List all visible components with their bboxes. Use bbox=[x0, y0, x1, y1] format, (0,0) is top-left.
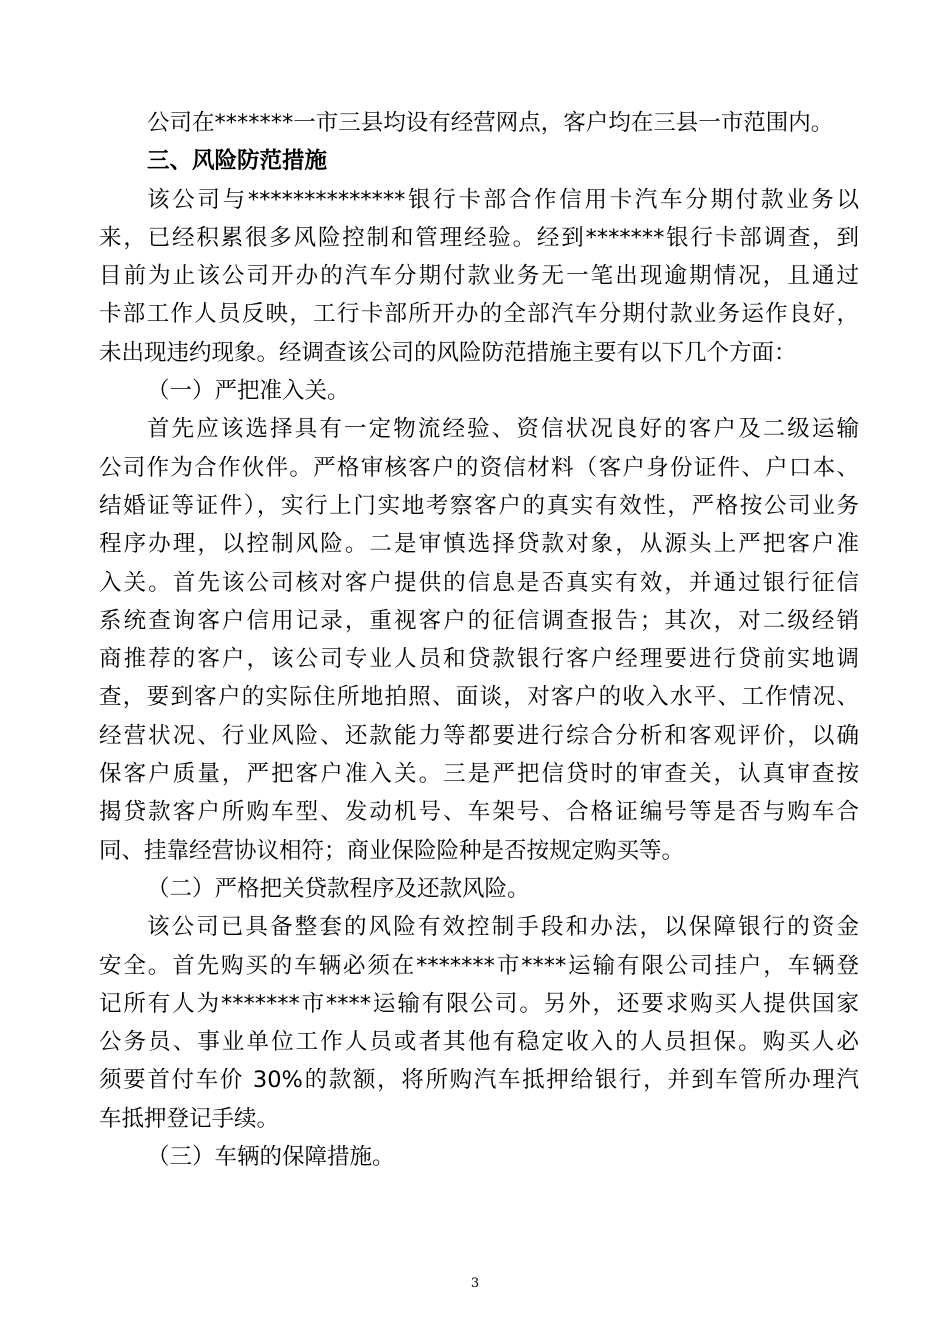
text-line: 记所有人为*******市****运输有限公司。另外，还要求购买人提供国家 bbox=[99, 990, 859, 1017]
text-line: 首先应该选择具有一定物流经验、资信状况良好的客户及二级运输 bbox=[147, 416, 859, 443]
text-line: 查，要到客户的实际住所地拍照、面谈，对客户的收入水平、工作情况、 bbox=[99, 684, 859, 711]
text-line: 须要首付车价 30%的款额，将所购汽车抵押给银行，并到车管所办理汽 bbox=[99, 1067, 859, 1094]
text-line: 公务员、事业单位工作人员或者其他有稳定收入的人员担保。购买人必 bbox=[99, 1029, 859, 1056]
text-line: 揭贷款客户所购车型、发动机号、车架号、合格证编号等是否与购车合 bbox=[99, 799, 859, 826]
text-line: 未出现违约现象。经调查该公司的风险防范措施主要有以下几个方面： bbox=[99, 339, 797, 366]
document-body bbox=[99, 104, 859, 1176]
text-line: 目前为止该公司开办的汽车分期付款业务无一笔出现逾期情况，且通过 bbox=[99, 263, 859, 290]
page-number: 3 bbox=[470, 1276, 480, 1291]
text-line: 公司作为合作伙伴。严格审核客户的资信材料（客户身份证件、户口本、 bbox=[99, 454, 859, 481]
text-line: 同、挂靠经营协议相符；商业保险险种是否按规定购买等。 bbox=[99, 837, 685, 864]
text-line: 车抵押登记手续。 bbox=[99, 1105, 280, 1132]
text-line: 来，已经积累很多风险控制和管理经验。经到*******银行卡部调查，到 bbox=[99, 224, 859, 251]
text-line: 系统查询客户信用记录，重视客户的征信调查报告；其次，对二级经销 bbox=[99, 607, 859, 634]
text-line: 公司在*******一市三县均设有经营网点，客户均在三县一市范围内。 bbox=[147, 110, 834, 136]
text-line: 经营状况、行业风险、还款能力等都要进行综合分析和客观评价，以确 bbox=[99, 722, 859, 749]
text-line: 该公司已具备整套的风险有效控制手段和办法，以保障银行的资金 bbox=[147, 914, 859, 941]
text-line: （二）严格把关贷款程序及还款风险。 bbox=[147, 875, 530, 902]
text-line: 商推荐的客户，该公司专业人员和贷款银行客户经理要进行贷前实地调 bbox=[99, 646, 859, 673]
text-line: 保客户质量，严把客户准入关。三是严把信贷时的审查关，认真审查按 bbox=[99, 761, 859, 788]
text-line: 结婚证等证件），实行上门实地考察客户的真实有效性，严格按公司业务 bbox=[99, 492, 859, 519]
text-line: 程序办理，以控制风险。二是审慎选择贷款对象，从源头上严把客户准 bbox=[99, 531, 859, 558]
text-line: （一）严把准入关。 bbox=[147, 378, 350, 405]
section-heading: 三、风险防范措施 bbox=[147, 148, 328, 175]
text-line: 卡部工作人员反映，工行卡部所开办的全部汽车分期付款业务运作良好， bbox=[99, 301, 859, 328]
text-line: （三）车辆的保障措施。 bbox=[147, 1144, 395, 1171]
text-line: 安全。首先购买的车辆必须在*******市****运输有限公司挂户，车辆登 bbox=[99, 952, 859, 979]
text-line: 该公司与**************银行卡部合作信用卡汽车分期付款业务以 bbox=[147, 186, 859, 213]
text-line: 入关。首先该公司核对客户提供的信息是否真实有效，并通过银行征信 bbox=[99, 569, 859, 596]
